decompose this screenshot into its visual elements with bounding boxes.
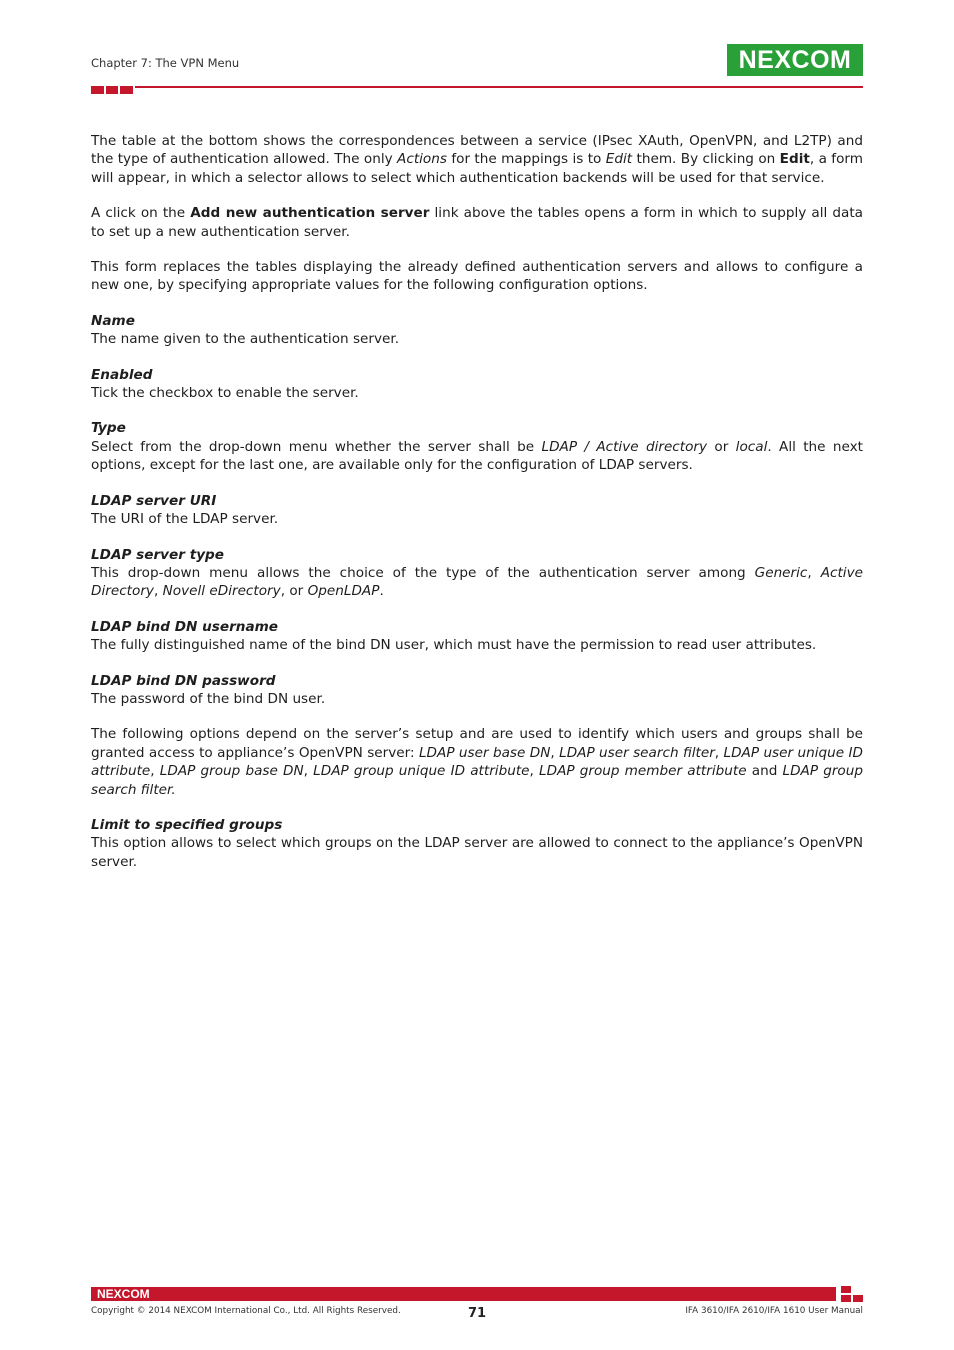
option-enabled: Enabled Tick the checkbox to enable the server. [91,366,863,403]
page-content [91,132,863,888]
option-title: LDAP bind DN username [91,618,279,635]
option-limit-groups: Limit to specified groups This option allows to select which groups on the LDAP server are allowed to connect to the appliance’s OpenVPN server. [91,816,863,870]
footer-logo: NEXCOM [97,1287,150,1301]
paragraph-add-server: A click on the Add new authentication server link above the tables opens a form in which to supply all data to set up a new authentication server. [91,205,864,240]
option-ldap-server-type: LDAP server type This drop-down menu allows the choice of the type of the authentication server among Generic, Active Directory, Novell eDirectory, or OpenLDAP. [91,546,863,600]
option-title: Type [91,420,126,437]
paragraph-options: The following options depend on the server’s setup and are used to identify which users and groups shall be granted access to appliance’s OpenVPN server: LDAP user base DN, LDAP user search filter, LDAP user unique ID attribute, LDAP group base DN, LDAP group unique ID attribute, LDAP group member attribute and LDAP group search filter. [91,726,863,798]
paragraph-form: This form replaces the tables displaying the already defined authentication servers and allows to configure a new one, by specifying appropriate values for the following configuration options. [91,259,863,294]
option-title: LDAP server type [91,546,225,563]
header-rule-blocks [91,86,133,94]
page-number: 71 [468,1306,487,1321]
nexcom-logo [727,44,863,76]
option-title: Limit to specified groups [91,816,283,833]
logo-text: NEXCOM [738,45,852,74]
option-bind-password: LDAP bind DN password The password of the bind DN user. [91,672,863,709]
manual-title: IFA 3610/IFA 2610/IFA 1610 User Manual [685,1306,863,1316]
option-name: Name The name given to the authentication server. [91,312,863,349]
option-ldap-uri: LDAP server URI The URI of the LDAP server. [91,492,863,529]
option-type: Type Select from the drop-down menu whether the server shall be LDAP / Active directory or local. All the next options, except for the last one, are available only for the configuration of LDAP servers. [91,420,863,474]
chapter-title: Chapter 7: The VPN Menu [91,56,240,70]
option-title: LDAP bind DN password [91,672,276,689]
header-rule [135,86,863,88]
option-title: LDAP server URI [91,492,217,509]
option-title: Enabled [91,366,153,383]
footer-bar [91,1287,836,1301]
paragraph-correspondences: The table at the bottom shows the correspondences between a service (IPsec XAuth, OpenVPN, and L2TP) and the type of authentication allowed. The only Actions for the mappings is to Edit them. By clicking on Edit, a form will appear, in which a selector allows to select which authentication backends will be used for that service. [91,133,863,186]
footer-squares [841,1286,863,1302]
copyright: Copyright © 2014 NEXCOM International Co., Ltd. All Rights Reserved. [91,1306,401,1316]
option-title: Name [91,312,135,329]
option-bind-username: LDAP bind DN username The fully distinguished name of the bind DN user, which must have the permission to read user attributes. [91,618,863,655]
